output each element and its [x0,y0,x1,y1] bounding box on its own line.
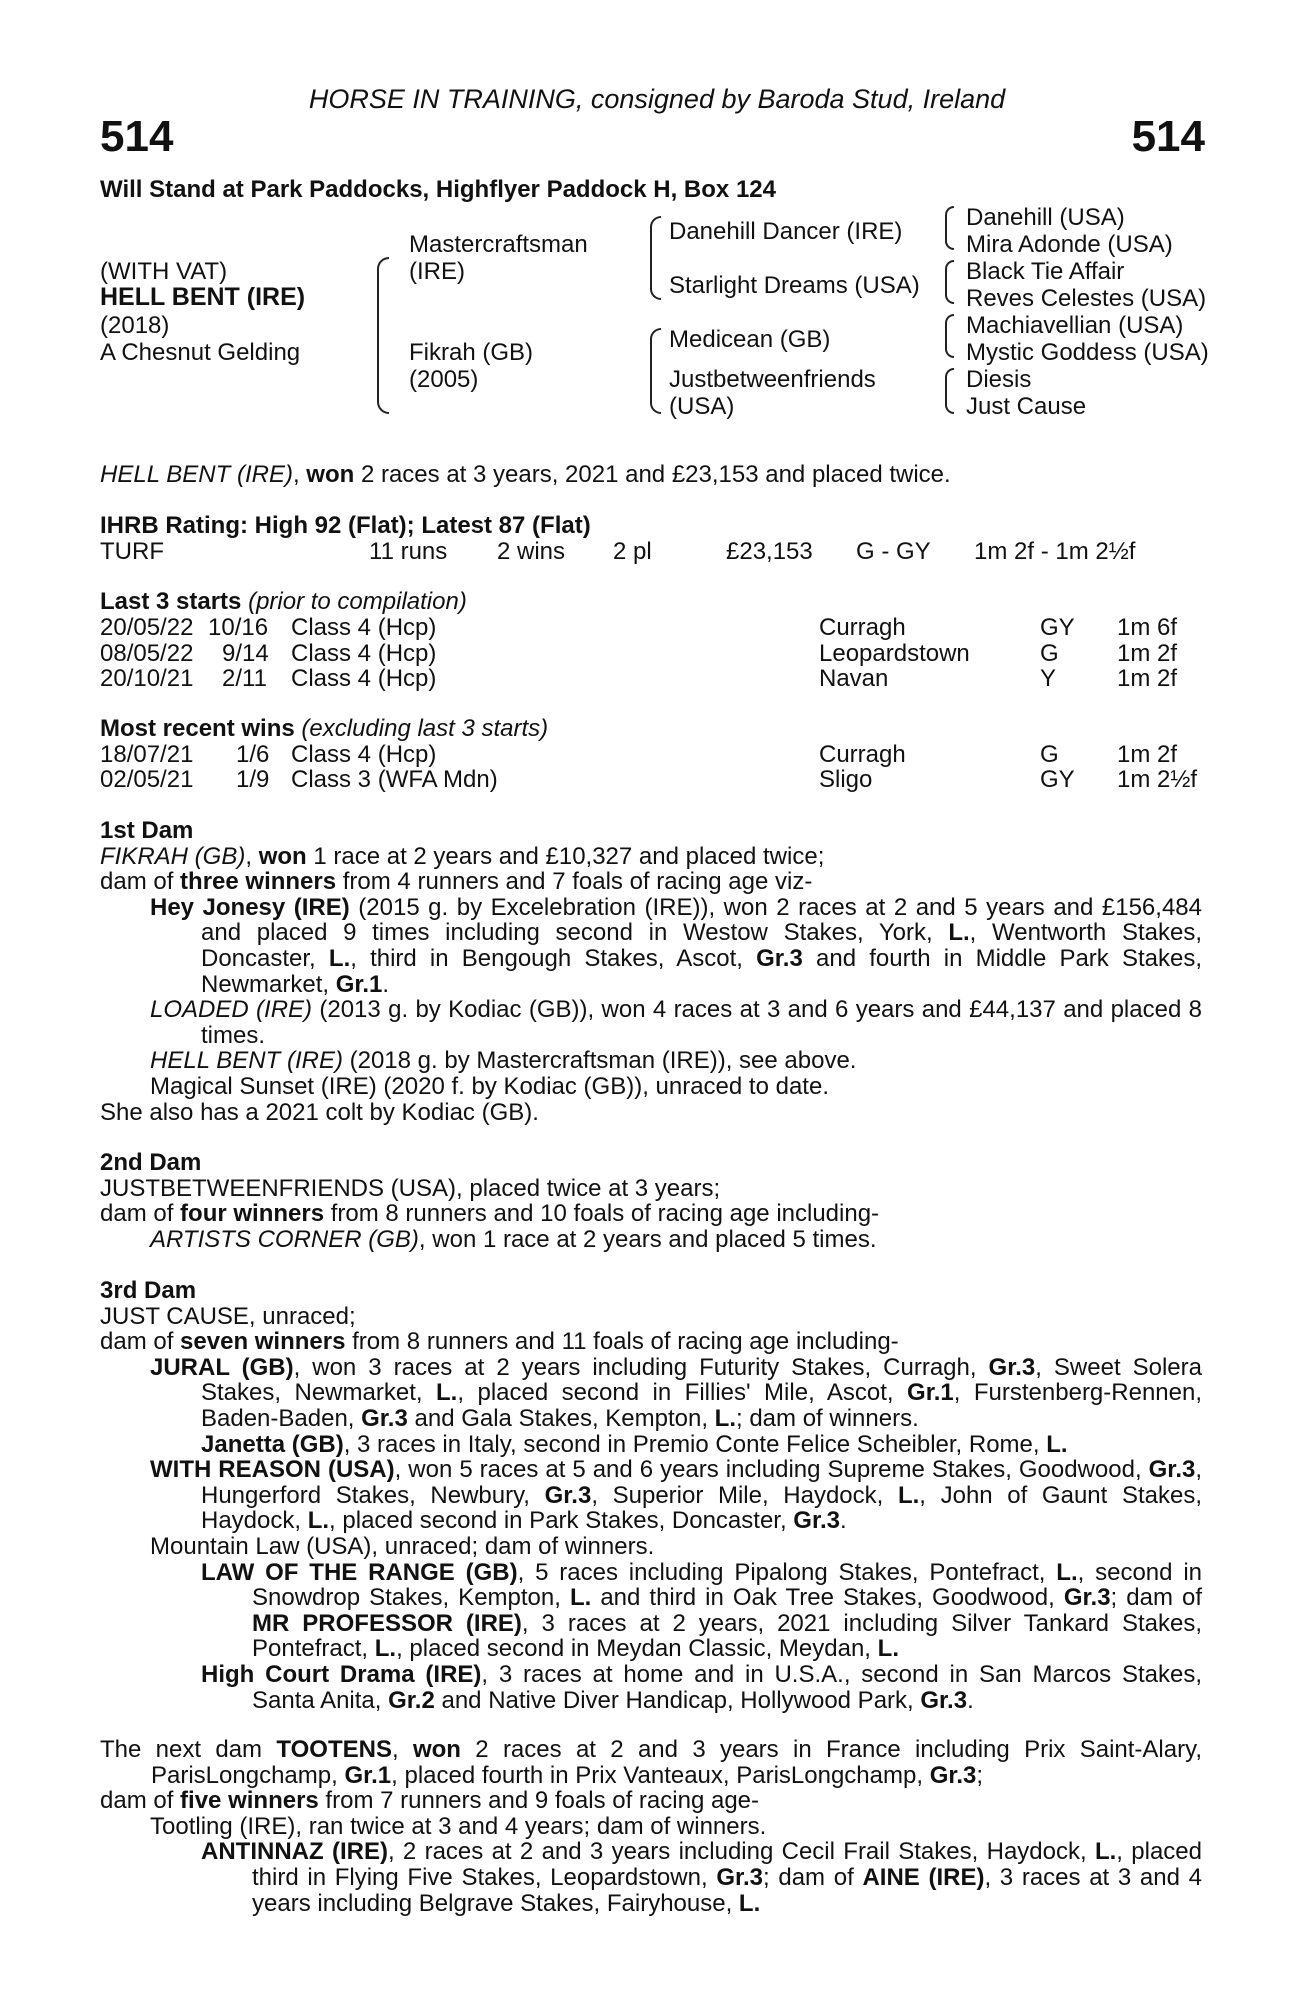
grade: L. [569,1584,592,1612]
dam-dam-country: (USA) [669,393,735,420]
horse-name: HELL BENT (IRE) [100,283,306,311]
produce-entry [100,1227,1202,1253]
text: , John of Gaunt Stakes, Haydock, [201,1481,1202,1535]
start-class: Class 4 (Hcp) [291,614,437,641]
next-dam-line [100,1737,1202,1788]
grade: Gr.1 [344,1761,392,1789]
start-going: Y [1040,665,1057,692]
ancestor-ssd: Mira Adonde (USA) [966,231,1173,258]
ancestor-ddd: Just Cause [966,393,1087,420]
text: , Sweet Solera Stakes, Newmarket, [201,1353,1202,1407]
next-dam-name: TOOTENS [276,1736,392,1763]
text: ; dam of winners. [736,1404,919,1432]
last-starts-title: Last 3 starts [100,588,242,615]
rating-distance: 1m 2f - 1m 2½f [974,538,1136,565]
sire-dam: Starlight Dreams (USA) [669,272,920,299]
grade: L. [374,1635,397,1663]
grade: L. [307,1507,330,1535]
produce-name: Janetta (GB) [201,1430,344,1458]
start-date: 20/05/22 [100,614,194,641]
produce-entry [100,1355,1202,1432]
win-distance: 1m 2f [1117,741,1178,768]
win-class: Class 4 (Hcp) [291,741,437,768]
text: , [391,1736,413,1763]
produce-entry: Magical Sunset (IRE) (2020 f. by Kodiac (GB)), unraced to date. [150,1072,829,1100]
produce-name: ANTINNAZ (IRE) [201,1838,388,1866]
dam-year: (2005) [409,366,479,393]
ancestor-dds: Diesis [966,366,1032,393]
lot-number-right: 514 [1131,112,1205,161]
consignor-line: HORSE IN TRAINING, consigned by Baroda Stud, Ireland [308,84,1006,114]
text: , third in Bengough Stakes, Ascot, [350,944,757,972]
produce-name: LOADED (IRE) [150,996,313,1024]
text: , Wentworth Stakes, Doncaster, [201,919,1202,972]
text: ; [976,1761,984,1789]
produce-name: HELL BENT (IRE) [150,1047,343,1075]
race-summary: HELL BENT (IRE), won 2 races at 3 years, 2021 and £23,153 and placed twice. [100,461,951,488]
grade: Gr.3 [716,1863,764,1891]
sire-sire: Danehill Dancer (IRE) [669,218,903,245]
text: ; dam of [763,1863,863,1891]
start-class: Class 4 (Hcp) [291,640,437,667]
horse-description: A Chesnut Gelding [100,339,301,366]
pedigree-brace-sire [650,216,661,300]
win-class: Class 3 (WFA Mdn) [291,766,498,793]
text: and fourth in Middle Park Stakes, Newmarket, [201,944,1203,998]
start-position: 10/16 [208,614,269,641]
text: dam of [100,868,181,896]
grade: Gr.3 [361,1404,408,1432]
win-going: G [1040,741,1059,768]
grade: Gr.3 [544,1481,592,1509]
grade: Gr.3 [920,1686,968,1714]
produce-entry: Mountain Law (USA), unraced; dam of winners. [150,1532,655,1560]
start-position: 2/11 [222,665,267,692]
recent-wins-note: (excluding last 3 starts) [301,715,549,742]
produce-entry [100,1432,1202,1458]
start-date: 20/10/21 [100,665,194,692]
recent-wins-title: Most recent wins [100,715,295,742]
text: from 4 runners and 7 foals of racing age viz- [336,868,813,896]
pedigree-brace-dd [945,368,954,414]
produce-entry [100,997,1202,1048]
dam-sire: Medicean (GB) [669,326,831,353]
grade: L. [328,944,351,972]
sire-name: Mastercraftsman [409,231,588,258]
pedigree-brace-ss [945,206,954,250]
lot-number-left: 514 [100,112,174,161]
horse-year: (2018) [100,312,170,339]
win-course: Curragh [819,741,906,768]
winners-count: seven winners [180,1328,346,1356]
next-dam-section [100,1737,1202,1916]
second-dam-section [100,1150,1202,1252]
grade: Gr.2 [388,1686,435,1714]
second-dam-heading: 2nd Dam [100,1149,202,1176]
start-position: 9/14 [222,640,269,667]
text: , Hungerford Stakes, Newbury, [201,1456,1203,1509]
text: , 3 races at home and in U.S.A., second in San Marcos Stakes, Santa Anita, [252,1660,1202,1714]
start-course: Leopardstown [819,640,970,667]
pedigree-brace-dam [650,328,661,414]
win-position: 1/6 [236,741,270,768]
text: , won 5 races at 5 and 6 years including Supreme Stakes, Goodwood, [394,1456,1149,1484]
text: dam of [100,1787,181,1815]
win-position: 1/9 [236,766,270,793]
text: and third in Oak Tree Stakes, Goodwood, [591,1584,1064,1612]
pedigree-brace-main [377,257,389,414]
ancestor-sds: Black Tie Affair [966,258,1125,285]
text: , Furstenberg-Rennen, Baden-Baden, [201,1379,1203,1432]
grade: L. [1094,1838,1117,1866]
text: , placed second in Meydan Classic, Meydan, [396,1635,878,1663]
grade: Gr.3 [929,1761,977,1789]
text: , placed fourth in Prix Vanteaux, ParisLongchamp, [391,1761,930,1789]
produce-name: MR PROFESSOR (IRE) [252,1609,522,1637]
first-dam-record: 1 race at 2 years and £10,327 and placed twice; [306,842,825,870]
grade: L. [897,1481,920,1509]
rating-runs: 11 runs [369,538,448,565]
rating-prize: £23,153 [726,538,813,565]
start-course: Navan [819,665,889,692]
rating-going: G - GY [856,538,931,565]
vat-label: (WITH VAT) [100,258,228,285]
pedigree-brace-ds [945,314,954,358]
text: , 2 races at 2 and 3 years including Cecil Frail Stakes, Haydock, [387,1838,1095,1866]
text: 2 races at 2 and 3 years in France including Prix Saint-Alary, ParisLongchamp, [151,1736,1202,1789]
produce-name: WITH REASON (USA) [150,1456,395,1484]
third-dam-heading: 3rd Dam [100,1277,197,1304]
win-date: 02/05/21 [100,766,194,793]
text: ; dam of [1110,1584,1202,1612]
winners-count: three winners [180,868,337,896]
first-dam-produce-line [100,869,1202,895]
start-going: G [1040,640,1059,667]
text: , second in Snowdrop Stakes, Kempton, [252,1558,1203,1612]
summary-horse-name: HELL BENT (IRE) [100,461,293,488]
separator: , [245,842,259,870]
grade: Gr.1 [907,1379,954,1407]
text: . [967,1686,974,1714]
third-dam-produce-line [100,1329,1202,1355]
winners-count: four winners [180,1200,325,1228]
win-distance: 1m 2½f [1117,766,1198,793]
text: (2013 g. by Kodiac (GB)), won 4 races at 3 and 6 years and £44,137 and placed 8 times. [201,996,1202,1049]
ancestor-dsd: Mystic Goddess (USA) [966,339,1209,366]
grade: Gr.3 [793,1507,840,1535]
won-label: won [258,842,307,870]
produce-entry [100,1662,1202,1713]
grade: Gr.3 [988,1353,1036,1381]
text: , placed second in Fillies' Mile, Ascot, [457,1379,908,1407]
text: from 7 runners and 9 foals of racing age- [318,1787,760,1815]
text: from 8 runners and 10 foals of racing age including- [324,1200,880,1228]
grade: L. [436,1379,458,1407]
text: , 3 races at 2 years, 2021 including Silver Tankard Stakes, Pontefract, [252,1609,1202,1663]
grade: Gr.3 [756,944,803,972]
grade: L. [1056,1558,1078,1586]
won-label: won [412,1736,461,1763]
grade: L. [714,1404,736,1432]
produce-name: JURAL (GB) [150,1353,294,1381]
start-date: 08/05/22 [100,640,194,667]
rating-surface: TURF [100,538,164,565]
text: dam of [100,1328,181,1356]
text: from 8 runners and 11 foals of racing age including- [345,1328,899,1356]
produce-entry: Tootling (IRE), ran twice at 3 and 4 years; dam of winners. [150,1812,767,1840]
grade: Gr.3 [1063,1584,1111,1612]
third-dam-section [100,1278,1202,1713]
text: The next dam [100,1736,277,1763]
produce-entry [100,895,1202,997]
last-starts-heading [100,589,467,615]
winners-count: five winners [180,1787,319,1815]
text: , 3 races at 3 and 4 years including Belgrave Stakes, Fairyhouse, [252,1863,1203,1917]
grade: L. [948,919,970,947]
start-course: Curragh [819,614,906,641]
dam-name: Fikrah (GB) [409,339,534,366]
next-dam-produce-line [100,1788,1202,1814]
second-dam-line: JUSTBETWEENFRIENDS (USA), placed twice at 3 years; [100,1174,721,1202]
text: , won 3 races at 2 years including Futurity Stakes, Curragh, [293,1353,989,1381]
produce-note: She also has a 2021 colt by Kodiac (GB). [100,1098,539,1126]
first-dam-section [100,818,1202,1125]
second-dam-produce-line [100,1201,1202,1227]
sire-country: (IRE) [409,258,465,285]
win-going: GY [1040,766,1075,793]
produce-name: ARTISTS CORNER (GB) [150,1225,419,1253]
text: (2015 g. by Excelebration (IRE)), won 2 races at 2 and 5 years and £156,484 and placed 9 times including second in Westow Stakes, York, [201,893,1202,947]
produce-entry [100,1048,1202,1074]
produce-name: LAW OF THE RANGE (GB) [201,1558,518,1586]
text: , 3 races in Italy, second in Premio Conte Felice Scheibler, Rome, [343,1430,1047,1458]
third-dam-line: JUST CAUSE, unraced; [100,1302,356,1330]
text: . [840,1507,847,1535]
text: . [382,970,390,998]
first-dam-heading: 1st Dam [100,817,194,844]
text: (2018 g. by Mastercraftsman (IRE)), see above. [342,1047,857,1075]
produce-name: AINE (IRE) [862,1863,985,1891]
text: , placed second in Park Stakes, Doncaster, [329,1507,794,1535]
start-going: GY [1040,614,1075,641]
text: , placed third in Flying Five Stakes, Leopardstown, [252,1838,1202,1891]
start-distance: 1m 6f [1117,614,1178,641]
produce-name: Hey Jonesy (IRE) [150,893,350,921]
start-class: Class 4 (Hcp) [291,665,437,692]
summary-text: 2 races at 3 years, 2021 and £23,153 and placed twice. [354,461,951,488]
ancestor-sdd: Reves Celestes (USA) [966,285,1207,312]
ancestor-sss: Danehill (USA) [966,204,1125,231]
text: , 5 races including Pipalong Stakes, Pontefract, [517,1558,1057,1586]
pedigree-brace-sd [945,260,954,304]
grade: Gr.3 [1148,1456,1196,1484]
produce-name: High Court Drama (IRE) [201,1660,482,1688]
dam-dam: Justbetweenfriends [669,366,876,393]
summary-won: won [306,461,355,488]
last-starts-note: (prior to compilation) [248,588,467,615]
rating-placed: 2 pl [613,538,652,565]
grade: L. [738,1889,761,1917]
grade: L. [1046,1430,1068,1458]
grade: Gr.1 [335,970,383,998]
text: , Superior Mile, Haydock, [591,1481,898,1509]
first-dam-name: FIKRAH (GB) [100,842,246,870]
win-course: Sligo [819,766,873,793]
start-distance: 1m 2f [1117,640,1178,667]
rating-wins: 2 wins [497,538,566,565]
produce-entry [100,1839,1202,1916]
text: and Gala Stakes, Kempton, [407,1404,715,1432]
start-distance: 1m 2f [1117,665,1178,692]
rating-title: IHRB Rating: High 92 (Flat); Latest 87 (Flat) [100,512,591,539]
recent-wins-heading [100,716,548,742]
win-date: 18/07/21 [100,741,194,768]
location-line: Will Stand at Park Paddocks, Highflyer Paddock H, Box 124 [100,176,776,203]
grade: L. [877,1635,899,1663]
first-dam-line [100,844,1202,870]
text: , won 1 race at 2 years and placed 5 times. [418,1225,877,1253]
produce-entry [100,1457,1202,1534]
text: dam of [100,1200,181,1228]
text: and Native Diver Handicap, Hollywood Park, [434,1686,921,1714]
ancestor-dss: Machiavellian (USA) [966,312,1184,339]
produce-entry [100,1560,1202,1662]
